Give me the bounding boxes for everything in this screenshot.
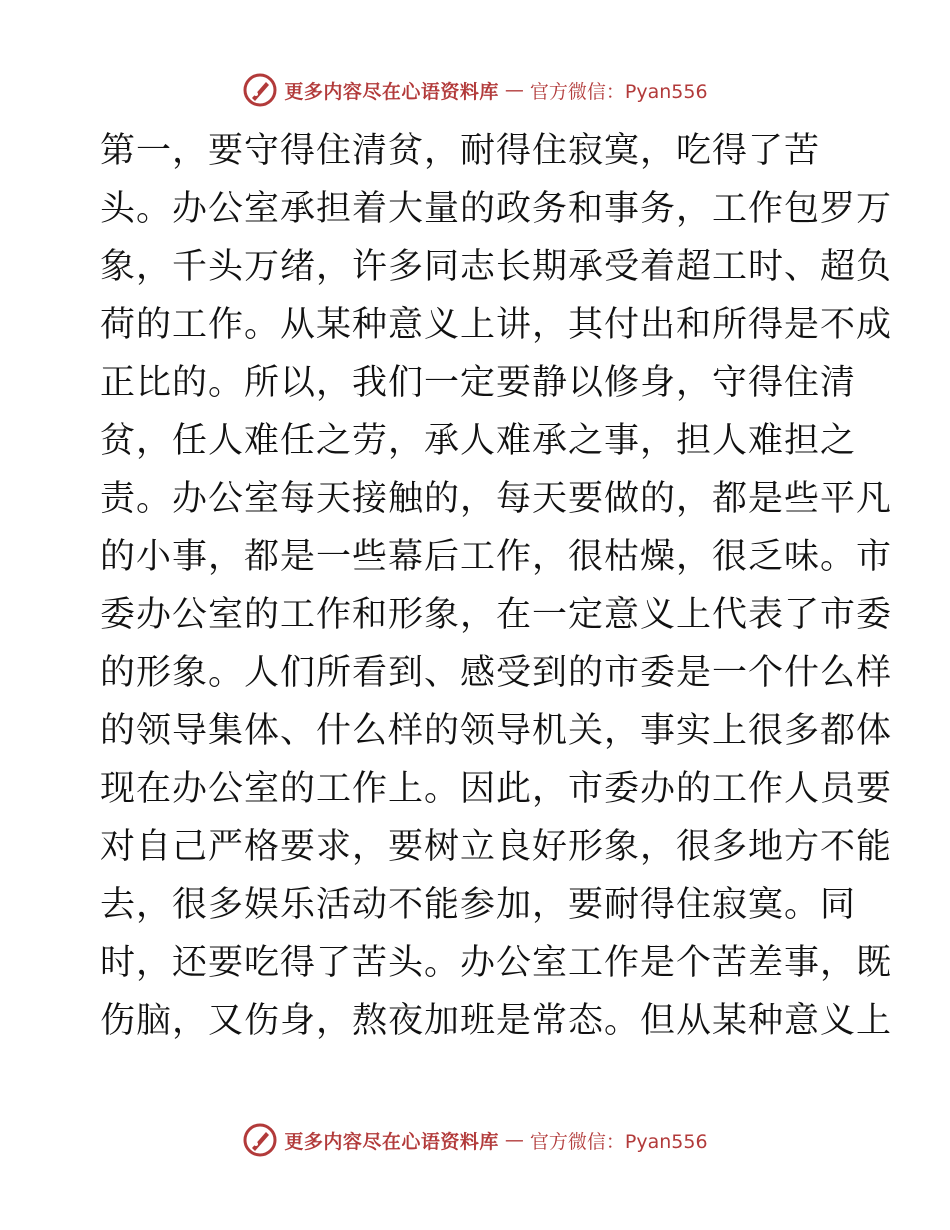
pen-nib-logo-icon: [242, 1122, 278, 1158]
body-line: 委办公室的工作和形象，在一定意义上代表了市委: [100, 595, 893, 635]
body-line: 的形象。人们所看到、感受到的市委是一个什么样: [100, 653, 893, 693]
body-line: 的领导集体、什么样的领导机关，事实上很多都体: [100, 711, 893, 751]
body-line: 时，还要吃得了苦头。办公室工作是个苦差事，既: [100, 943, 893, 983]
banner-separator: —: [504, 79, 524, 101]
pen-nib-logo-icon: [242, 72, 278, 108]
body-line: 现在办公室的工作上。因此，市委办的工作人员要: [100, 769, 893, 809]
body-line: 第一，要守得住清贫，耐得住寂寞，吃得了苦: [100, 131, 821, 171]
header-banner: [0, 68, 950, 112]
body-line: 责。办公室每天接触的，每天要做的，都是些平凡: [100, 479, 893, 519]
document-body: [100, 122, 893, 1050]
body-line: 的小事，都是一些幕后工作，很枯燥，很乏味。市: [100, 537, 893, 577]
body-line: 荷的工作。从某种意义上讲，其付出和所得是不成: [100, 305, 893, 345]
body-line: 象，千头万绪，许多同志长期承受着超工时、超负: [100, 247, 893, 287]
body-line: 贫，任人难任之劳，承人难承之事，担人难担之: [100, 421, 857, 461]
banner-label: 更多内容尽在心语资料库: [284, 1130, 499, 1153]
banner-separator: —: [504, 1129, 524, 1151]
body-line: 去，很多娱乐活动不能参加，要耐得住寂寞。同: [100, 885, 857, 925]
body-line: 正比的。所以，我们一定要静以修身，守得住清: [100, 363, 857, 403]
banner-wechat: 官方微信：Pyan556: [529, 80, 708, 103]
banner-label: 更多内容尽在心语资料库: [284, 80, 499, 103]
body-line: 对自己严格要求，要树立良好形象，很多地方不能: [100, 827, 893, 867]
body-line: 伤脑，又伤身，熬夜加班是常态。但从某种意义上: [100, 1001, 893, 1041]
footer-banner: [0, 1118, 950, 1162]
banner-wechat: 官方微信：Pyan556: [529, 1130, 708, 1153]
body-line: 头。办公室承担着大量的政务和事务，工作包罗万: [100, 189, 893, 229]
